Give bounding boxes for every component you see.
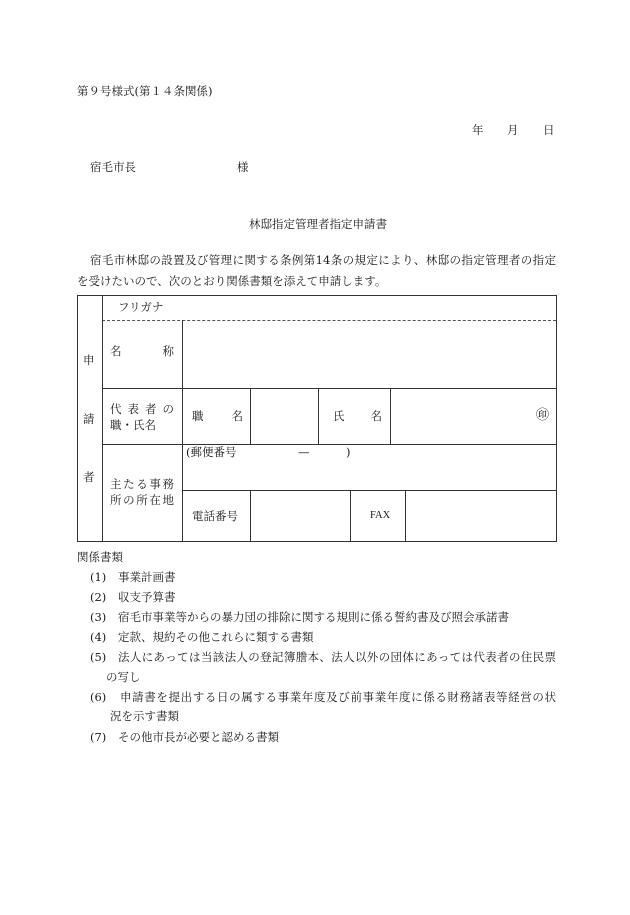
furigana-label: フリガナ bbox=[118, 300, 164, 314]
form-number: 第９号様式(第１４条関係) bbox=[77, 84, 213, 98]
furigana-field[interactable] bbox=[184, 296, 554, 318]
documents-heading: 関係書類 bbox=[77, 550, 123, 564]
table-border-right bbox=[556, 295, 557, 541]
phone-value-divider bbox=[350, 490, 351, 541]
table-border-bottom bbox=[77, 541, 557, 542]
list-item: 事業計画書 bbox=[118, 570, 176, 584]
date-year-label: 年 bbox=[472, 123, 484, 137]
phone-field[interactable] bbox=[252, 492, 348, 539]
fax-field[interactable] bbox=[407, 492, 554, 539]
addressee-name: 宿毛市長 bbox=[90, 160, 136, 174]
furigana-divider bbox=[102, 320, 556, 321]
seal-mark-icon: ㊞ bbox=[536, 408, 550, 423]
list-item: 定款、規約その他これらに類する書類 bbox=[118, 630, 314, 644]
list-item: 申請書を提出する日の属する事業年度及び前事業年度に係る財務諸表等経営の状 bbox=[120, 690, 556, 704]
postal-code-dash: — bbox=[298, 445, 310, 459]
document-title: 林邸指定管理者指定申請書 bbox=[249, 217, 387, 231]
fax-label: FAX bbox=[370, 510, 391, 521]
position-label: 職名 bbox=[192, 409, 243, 423]
list-item-number: (5) bbox=[90, 650, 107, 664]
list-item: その他市長が必要と認める書類 bbox=[118, 730, 279, 744]
fax-cell-divider bbox=[405, 490, 406, 541]
name-label: 名称 bbox=[110, 344, 174, 358]
list-item-number: (7) bbox=[90, 730, 107, 744]
name-field[interactable] bbox=[184, 322, 554, 386]
list-item-number: (3) bbox=[90, 610, 107, 624]
list-item-continuation: 況を示す書類 bbox=[110, 709, 179, 723]
phone-cell-divider bbox=[250, 490, 251, 541]
representative-label-line-2: 職・氏名 bbox=[110, 418, 156, 432]
position-value-divider bbox=[318, 388, 319, 444]
position-field[interactable] bbox=[252, 390, 316, 442]
phone-label: 電話番号 bbox=[192, 509, 238, 523]
intro-line-2: を受けたいので、次のとおり関係書類を添えて申請します。 bbox=[77, 274, 387, 288]
representative-label-line-1: 代表者の bbox=[110, 402, 174, 416]
addressee-honorific: 様 bbox=[237, 160, 249, 174]
office-label-line-1: 主たる事務 bbox=[110, 477, 174, 491]
office-label-line-2: 所の所在地 bbox=[110, 493, 174, 507]
postal-code-label: (郵便番号 bbox=[186, 445, 237, 459]
address-field[interactable] bbox=[184, 460, 554, 488]
applicant-char-1: 申 bbox=[83, 353, 95, 367]
list-item-number: (4) bbox=[90, 630, 107, 644]
row-divider-name bbox=[102, 388, 556, 389]
person-name-field[interactable] bbox=[392, 390, 532, 442]
date-month-label: 月 bbox=[507, 123, 519, 137]
row-divider-representative bbox=[102, 444, 556, 445]
list-item: 収支予算書 bbox=[118, 590, 176, 604]
person-name-label: 氏名 bbox=[333, 409, 382, 423]
postal-code-close: ) bbox=[346, 445, 351, 459]
table-border-left bbox=[77, 295, 78, 541]
list-item-number: (1) bbox=[90, 570, 107, 584]
applicant-char-2: 請 bbox=[83, 412, 95, 426]
person-name-cell-divider bbox=[390, 388, 391, 444]
label-column-divider bbox=[182, 320, 183, 541]
list-item-number: (6) bbox=[90, 690, 107, 704]
row-divider-postal bbox=[182, 490, 556, 491]
list-item-number: (2) bbox=[90, 590, 107, 604]
list-item-continuation: の写し bbox=[106, 670, 141, 684]
applicant-column-divider bbox=[102, 295, 103, 541]
date-day-label: 日 bbox=[543, 123, 555, 137]
position-cell-divider bbox=[250, 388, 251, 444]
applicant-char-3: 者 bbox=[83, 470, 95, 484]
intro-line-1: 宿毛市林邸の設置及び管理に関する条例第14条の規定により、林邸の指定管理者の指定 bbox=[90, 253, 556, 267]
list-item: 法人にあっては当該法人の登記簿謄本、法人以外の団体にあっては代表者の住民票 bbox=[118, 650, 556, 664]
list-item: 宿毛市事業等からの暴力団の排除に関する規則に係る誓約書及び照会承諾書 bbox=[118, 610, 509, 624]
